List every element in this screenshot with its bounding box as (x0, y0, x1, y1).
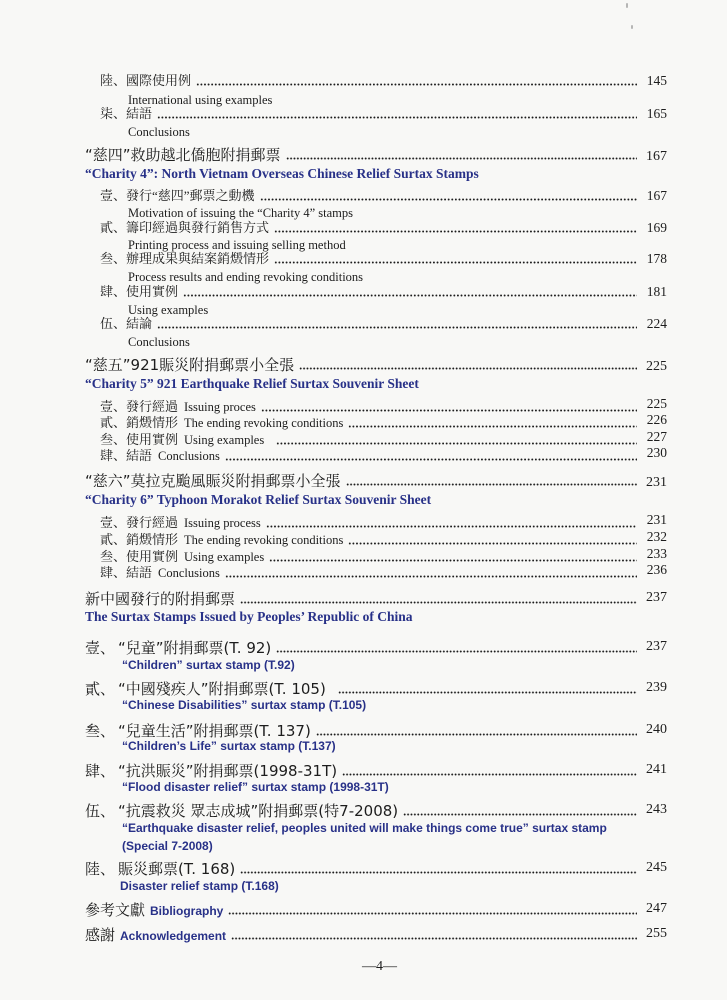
dot-leader (269, 559, 637, 562)
page-number: 240 (646, 722, 667, 737)
toc-section-heading (85, 589, 667, 609)
scan-speck (626, 3, 628, 8)
dot-leader (183, 294, 637, 297)
dot-leader (228, 912, 637, 915)
entry-title-zh: 肆、使用實例 (100, 284, 179, 299)
section-title-en: “Charity 6” Typhoon Morakot Relief Surtax Souvenir Sheet (85, 492, 432, 507)
toc-section-heading (85, 471, 667, 491)
page-number: 167 (646, 188, 667, 203)
page-number: 233 (646, 546, 667, 561)
entry-title-en: “Children” surtax stamp (T.92) (122, 658, 295, 672)
entry-title-en: Issuing proces (184, 400, 256, 414)
section-title-zh: “慈四”救助越北僑胞附捐郵票 (85, 146, 281, 164)
entry-title-en: Using examples (184, 433, 265, 447)
entry-title-zh: 壹、發行經過 (100, 515, 179, 530)
page-number: 225 (646, 359, 667, 374)
dot-leader (225, 458, 637, 461)
toc-entry (100, 105, 667, 123)
entry-title-en: “Earthquake disaster relief, peoples united will make things come true” surtax stamp (122, 821, 607, 835)
entry-title-zh: 肆、結語 (100, 448, 153, 463)
section-title-en: The Surtax Stamps Issued by Peoples’ Republic of China (85, 609, 413, 624)
page-number: 178 (646, 251, 667, 266)
entry-title-zh: 肆、結語 (100, 565, 153, 580)
toc-entry (100, 315, 667, 333)
toc-entry (100, 514, 667, 532)
entry-title-zh: 叁、使用實例 (100, 549, 179, 564)
dot-leader (240, 601, 637, 604)
entry-title-zh: “抗震救災 眾志成城”附捐郵票(特7-2008) (118, 802, 399, 820)
page-number: 225 (646, 396, 667, 411)
page-number: 224 (646, 316, 667, 331)
page-number: 231 (646, 475, 667, 490)
entry-title-en: Acknowledgement (120, 929, 227, 943)
section-title-zh: “慈六”莫拉克颱風賑災附捐郵票小全張 (85, 472, 341, 490)
entry-title-zh: 參考文獻 (85, 901, 146, 919)
dot-leader (261, 409, 637, 412)
dot-leader (342, 773, 637, 776)
entry-title-zh: 伍、結論 (100, 316, 153, 331)
dot-leader (348, 425, 637, 428)
toc-section-heading (85, 355, 667, 375)
entry-title-en: The ending revoking conditions (184, 416, 344, 430)
page-number: 247 (646, 901, 667, 916)
page-number: 231 (646, 512, 667, 527)
page-number: 169 (646, 220, 667, 235)
dot-leader (157, 326, 637, 329)
page-number: 237 (646, 590, 667, 605)
entry-title-en: Using examples (184, 550, 265, 564)
dot-leader (348, 542, 637, 545)
entry-title-en: The ending revoking conditions (184, 533, 344, 547)
dot-leader (274, 261, 637, 264)
entry-title-zh: 壹、發行經過 (100, 399, 179, 414)
entry-title-zh: 壹、發行“慈四”郵票之動機 (100, 188, 255, 203)
dot-leader (196, 83, 637, 86)
entry-title-en: Conclusions (158, 449, 220, 463)
entry-title-en-continued: (Special 7-2008) (122, 839, 213, 853)
entry-title-zh: “兒童”附捐郵票(T. 92) (118, 639, 272, 657)
page-number: 243 (646, 802, 667, 817)
entry-number: 叁、 (85, 722, 116, 740)
page-number: 181 (646, 284, 667, 299)
entry-title-en: “Children’s Life” surtax stamp (T.137) (122, 739, 336, 753)
entry-title-en: Motivation of issuing the “Charity 4” stamps (128, 206, 353, 220)
entry-title-zh: 柒、結語 (100, 106, 153, 121)
entry-title-en: Conclusions (158, 566, 220, 580)
dot-leader (157, 116, 637, 119)
entry-number: 伍、 (85, 802, 116, 820)
dot-leader (338, 691, 637, 694)
section-title-en: “Charity 5” 921 Earthquake Relief Surtax Souvenir Sheet (85, 376, 419, 391)
entry-title-en: Process results and ending revoking conditions (128, 270, 364, 284)
entry-title-zh: “抗洪賑災”附捐郵票(1998-31T) (118, 762, 338, 780)
entry-number: 肆、 (85, 762, 116, 780)
toc-entry (100, 250, 667, 268)
entry-title-zh: “兒童生活”附捐郵票(T. 137) (118, 722, 311, 740)
toc-entry (85, 679, 667, 699)
toc-section-heading (85, 145, 667, 165)
section-title-zh: “慈五”921賑災附捐郵票小全張 (85, 356, 295, 374)
dot-leader (231, 937, 637, 940)
entry-title-zh: 貳、籌印經過與發行銷售方式 (100, 220, 270, 235)
toc-entry (100, 283, 667, 301)
dot-leader (276, 442, 637, 445)
entry-title-zh: 貳、銷燬情形 (100, 415, 179, 430)
page-number: 255 (646, 926, 667, 941)
entry-title-zh: 感謝 (85, 926, 116, 944)
entry-title-en: Disaster relief stamp (T.168) (120, 879, 279, 893)
page-number: 232 (646, 529, 667, 544)
dot-leader (346, 483, 637, 486)
page-number: 241 (646, 762, 667, 777)
entry-title-zh: 陸、國際使用例 (100, 73, 192, 88)
section-title-zh: 新中國發行的附捐郵票 (85, 590, 236, 608)
dot-leader (316, 733, 637, 736)
entry-title-zh: 賑災郵票(T. 168) (118, 860, 236, 878)
page-number: 227 (646, 429, 667, 444)
entry-number: 陸、 (85, 860, 116, 878)
dot-leader (260, 198, 637, 201)
scan-speck (631, 25, 633, 29)
dot-leader (225, 575, 637, 578)
entry-title-en: Using examples (128, 303, 209, 317)
toc-entry (100, 414, 667, 432)
toc-entry (100, 531, 667, 549)
entry-title-en: Bibliography (150, 904, 224, 918)
toc-entry (85, 761, 667, 781)
toc-entry (100, 219, 667, 237)
entry-title-en: International using examples (128, 93, 273, 107)
toc-entry (85, 925, 667, 945)
page-number: 245 (646, 860, 667, 875)
entry-title-en: Issuing process (184, 516, 261, 530)
page-number: 145 (646, 73, 667, 88)
page-number: 237 (646, 639, 667, 654)
toc-entry (100, 72, 667, 90)
dot-leader (286, 157, 637, 160)
dot-leader (276, 650, 637, 653)
page-number: 167 (646, 149, 667, 164)
entry-title-zh: 叁、辦理成果與結案銷燬情形 (100, 251, 270, 266)
toc-entry (100, 447, 667, 465)
toc-entry (85, 900, 667, 920)
entry-number: 壹、 (85, 639, 116, 657)
toc-entry (85, 801, 667, 821)
page-number: 230 (646, 445, 667, 460)
dot-leader (240, 871, 637, 874)
entry-title-en: “Chinese Disabilities” surtax stamp (T.105) (122, 698, 367, 712)
section-title-en: “Charity 4”: North Vietnam Overseas Chinese Relief Surtax Stamps (85, 166, 479, 181)
toc-entry (100, 564, 667, 582)
entry-number: 貳、 (85, 680, 116, 698)
dot-leader (274, 230, 637, 233)
entry-title-zh: 叁、使用實例 (100, 432, 179, 447)
page-number: 165 (646, 106, 667, 121)
entry-title-en: Conclusions (128, 125, 190, 139)
entry-title-en: “Flood disaster relief” surtax stamp (1998-31T) (122, 780, 389, 794)
page-number: 236 (646, 562, 667, 577)
entry-title-zh: 貳、銷燬情形 (100, 532, 179, 547)
page-number: 226 (646, 412, 667, 427)
dot-leader (299, 367, 637, 370)
dot-leader (403, 813, 637, 816)
page-number: 239 (646, 680, 667, 695)
entry-title-en: Conclusions (128, 335, 190, 349)
entry-title-zh: “中國殘疾人”附捐郵票(T. 105) (118, 680, 326, 698)
dot-leader (266, 525, 637, 528)
entry-title-en: Printing process and issuing selling method (128, 238, 346, 252)
toc-entry (85, 859, 667, 879)
toc-entry (100, 187, 667, 205)
toc-entry (85, 638, 667, 658)
page-footer-number: —4— (362, 959, 397, 974)
